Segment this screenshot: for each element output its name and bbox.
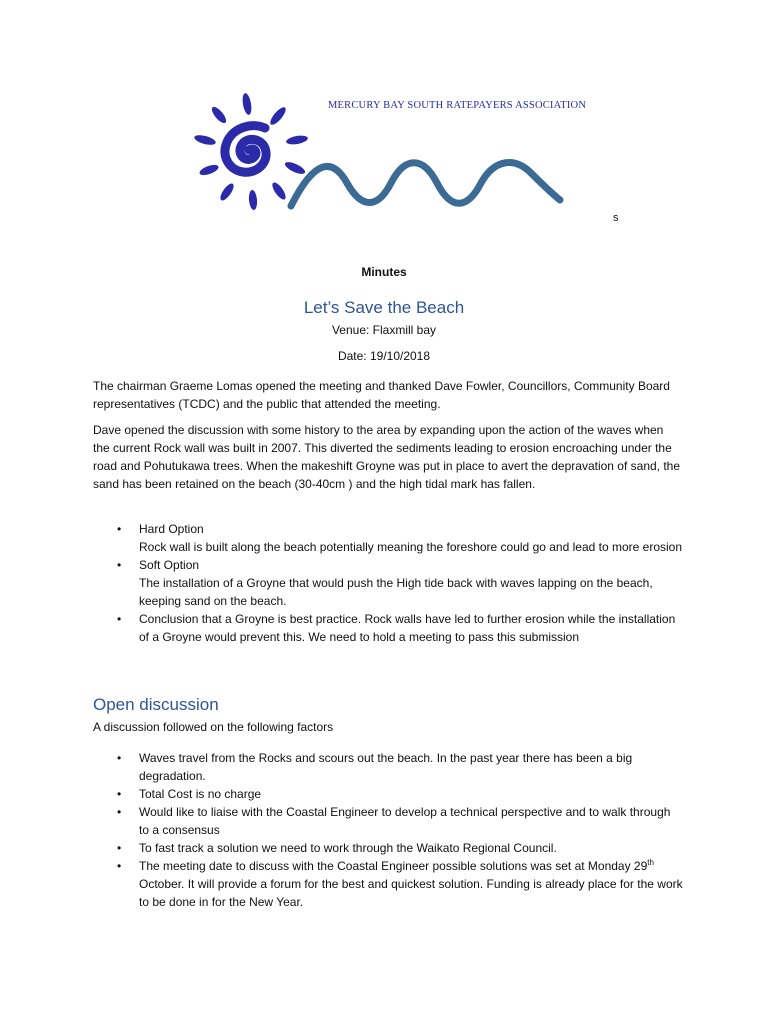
options-list <box>93 520 683 646</box>
wave-icon <box>291 163 560 206</box>
list-item: • Would like to liaise with the Coastal Engineer to develop a technical perspective and to walk through to a consensus <box>93 803 683 839</box>
section-heading-open-discussion: Open discussion <box>93 695 219 714</box>
option-item-soft <box>93 556 683 610</box>
option-text: The installation of a Groyne that would push the High tide back with waves lapping on the beach, keeping sand on the beach. <box>139 576 653 608</box>
option-text: Rock wall is built along the beach potentially meaning the foreshore could go and lead to more erosion <box>139 540 682 554</box>
meeting-date-text-start: The meeting date to discuss with the Coastal Engineer possible solutions was set at Monday 29 <box>139 859 648 873</box>
org-name: MERCURY BAY SOUTH RATEPAYERS ASSOCIATION <box>328 100 587 111</box>
option-title: • Soft Option <box>139 558 200 572</box>
option-item-hard <box>93 520 683 556</box>
paragraph-opening: The chairman Graeme Lomas opened the meeting and thanked Dave Fowler, Councillors, Community Board representatives (TCDC) and the public that attended the meeting. <box>93 379 670 411</box>
date-line: Date: 19/10/2018 <box>337 349 431 363</box>
factors-list <box>93 749 683 911</box>
list-item: • To fast track a solution we need to work through the Waikato Regional Council. <box>93 839 683 857</box>
minutes-label: Minutes <box>361 265 407 279</box>
venue-line: Venue: Flaxmill bay <box>331 323 437 337</box>
meeting-date-text-end: October. It will provide a forum for the best and quickest solution. Funding is already place for the work to be done in for the New Year. <box>139 877 683 909</box>
paragraph-history: Dave opened the discussion with some history to the area by expanding upon the action of the waves when the current Rock wall was built in 2007. This diverted the sediments leading to erosion encroaching under the road and Pohutukawa trees. When the makeshift Groyne was put in place to avert the depravation of sand, the sand has been retained on the beach (30-40cm ) and the high tidal mark has fallen. <box>93 423 681 491</box>
document-title: Let’s Save the Beach <box>303 298 465 317</box>
option-title: • Hard Option <box>139 522 204 536</box>
option-text: • Conclusion that a Groyne is best practice. Rock walls have led to further erosion while the installation of a Groyne would prevent this. We need to hold a meeting to pass this submission <box>139 612 676 644</box>
section-intro: A discussion followed on the following factors <box>93 720 334 734</box>
list-item <box>93 857 683 911</box>
list-item: • Waves travel from the Rocks and scours out the beach. In the past year there has been a big degradation. <box>93 749 683 785</box>
list-item: • Total Cost is no charge <box>93 785 683 803</box>
ordinal-suffix: th <box>647 858 654 867</box>
option-item-conclusion <box>93 610 683 646</box>
stray-character: s <box>613 212 619 224</box>
